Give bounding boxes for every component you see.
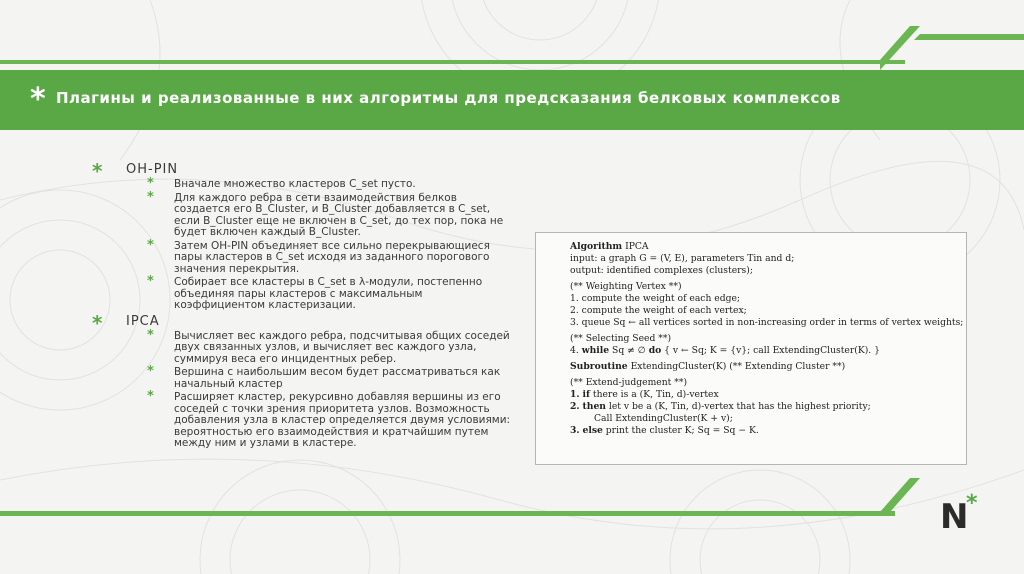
section-ipca xyxy=(92,310,512,335)
algorithm-step: 3. else print the cluster K; Sq = Sq − K. xyxy=(570,425,759,436)
bullet-star-icon: * xyxy=(92,310,104,335)
algorithm-comment: (** Selecting Seed **) xyxy=(570,333,672,344)
algorithm-input: input: a graph G = (V, E), parameters Tin and d; xyxy=(570,253,795,264)
algorithm-step: 2. compute the weight of each vertex; xyxy=(570,305,747,316)
bullet-star-icon: * xyxy=(147,364,154,379)
algorithm-step: 3. queue Sq ← all vertices sorted in non-increasing order in terms of vertex weights; xyxy=(570,317,964,328)
algorithm-comment: (** Weighting Vertex **) xyxy=(570,281,682,292)
algorithm-title: Algorithm IPCA xyxy=(570,241,649,252)
section-label: OH-PIN xyxy=(126,162,179,177)
header-accent-line xyxy=(0,60,905,64)
title-star-icon: * xyxy=(30,82,47,117)
algorithm-comment: (** Extend-judgement **) xyxy=(570,377,688,388)
algorithm-step: 1. compute the weight of each edge; xyxy=(570,293,741,304)
bullet-star-icon: * xyxy=(92,159,104,183)
bullet-star-icon: * xyxy=(147,389,154,404)
brand-logo: N * xyxy=(940,491,978,537)
list-item: * Расширяет кластер, рекурсивно добавляя вершины из его соседей с точки зрения приоритета узлов. Возможность добавления узла в кластер определяется двумя условиями: вероятностью его взаимодействия и кратчайшим путем между ним и узлами в кластере. xyxy=(147,389,511,449)
bullet-star-icon: * xyxy=(147,274,154,289)
list-item: * Вершина с наибольшим весом будет рассматриваться как начальный кластер xyxy=(147,364,501,390)
algorithm-step: Call ExtendingCluster(K + v); xyxy=(594,413,733,424)
bullet-list xyxy=(92,160,512,452)
logo-star-icon: * xyxy=(966,491,978,516)
list-item: * Затем OH-PIN объединяет все сильно перекрывающиеся пары кластеров в C_set исходя из заданного порогового значения перекрытия. xyxy=(147,237,490,275)
title-text: Плагины и реализованные в них алгоритмы для предсказания белковых комплексов xyxy=(55,89,841,107)
footer-accent-line xyxy=(0,511,895,516)
algorithm-subroutine: Subroutine ExtendingCluster(K) (** Extending Cluster **) xyxy=(570,361,846,372)
page-title xyxy=(30,82,841,117)
algorithm-output: output: identified complexes (clusters); xyxy=(570,265,753,276)
bullet-star-icon: * xyxy=(147,189,154,205)
list-item: * Собирает все кластеры в C_set в λ-модули, постепенно объединяя пары кластеров с максимальным коэффициентом кластеризации. xyxy=(147,274,483,311)
bullet-star-icon: * xyxy=(147,176,154,191)
algorithm-step: 2. then let v be a (K, Tin, d)-vertex that has the highest priority; xyxy=(570,401,871,412)
section-label: IPCA xyxy=(126,313,160,329)
algorithm-step: 1. if there is a (K, Tin, d)-vertex xyxy=(570,389,719,400)
bullet-star-icon: * xyxy=(147,237,154,253)
list-item: * Вычисляет вес каждого ребра, подсчитывая общих соседей двух связанных узлов, и вычисляет вес каждого узла, суммируя веса его инцидентных ребер. xyxy=(147,327,510,365)
bullet-star-icon: * xyxy=(147,327,154,343)
list-item: * Вначале множество кластеров C_set пусто. xyxy=(147,176,416,191)
list-item: * Для каждого ребра в сети взаимодействия белков создается его B_Cluster, и B_Cluster добавляется в C_set, если B_Cluster еще не включен в C_set, до тех пор, пока не будет включен каждый B_Cluster. xyxy=(147,189,504,238)
algorithm-step: 4. while Sq ≠ ∅ do { v ← Sq; K = {v}; call ExtendingCluster(K). } xyxy=(570,345,880,356)
algorithm-box xyxy=(535,232,967,465)
section-oh-pin xyxy=(92,159,512,183)
